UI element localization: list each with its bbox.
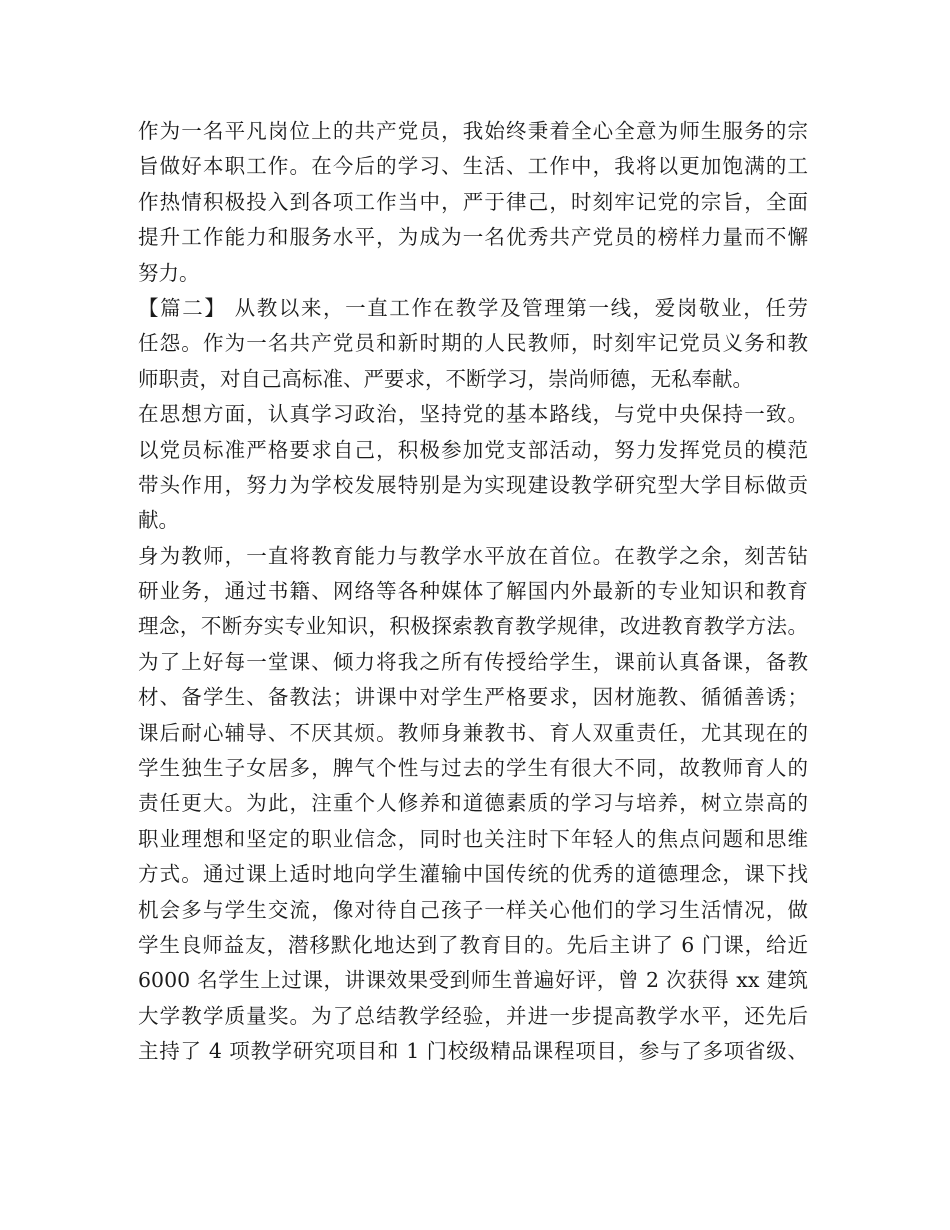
text-line: 【篇二】 从教以来，一直工作在教学及管理第一线，爱岗敬业，任劳 [138,295,808,320]
text-line: 责任更大。为此，注重个人修养和道德素质的学习与培养，树立崇高的 [138,791,808,816]
text-line: 课后耐心辅导、不厌其烦。教师身兼教书、育人双重责任，尤其现在的 [138,720,808,745]
text-line: 作为一名平凡岗位上的共产党员，我始终秉着全心全意为师生服务的宗 [138,119,808,143]
text-line: 旨做好本职工作。在今后的学习、生活、工作中，我将以更加饱满的工 [138,154,808,179]
text-line: 机会多与学生交流，像对待自己孩子一样关心他们的学习生活情况，做 [138,897,808,922]
text-line: 方式。通过课上适时地向学生灌输中国传统的优秀的道德理念，课下找 [138,862,808,887]
text-line: 任怨。作为一名共产党员和新时期的人民教师，时刻牢记党员义务和教 [138,331,808,356]
text-line: 在思想方面，认真学习政治，坚持党的基本路线，与党中央保持一致。 [138,402,808,427]
text-line: 带头作用，努力为学校发展特别是为实现建设教学研究型大学目标做贡 [138,472,808,497]
text-line: 师职责，对自己高标准、严要求，不断学习，崇尚师德，无私奉献。 [138,366,753,391]
text-line: 职业理想和坚定的职业信念，同时也关注时下年轻人的焦点问题和思维 [138,826,808,851]
text-line: 以党员标准严格要求自己，积极参加党支部活动，努力发挥党员的模范 [138,437,808,462]
text-line: 提升工作能力和服务水平，为成为一名优秀共产党员的榜样力量而不懈 [138,225,808,250]
text-line: 努力。 [138,260,200,285]
text-line: 大学教学质量奖。为了总结教学经验，并进一步提高教学水平，还先后 [138,1003,808,1028]
text-line: 6000 名学生上过课，讲课效果受到师生普遍好评，曾 2 次获得 xx 建筑 [138,968,808,993]
text-line: 材、备学生、备教法；讲课中对学生严格要求，因材施教、循循善诱； [138,685,808,710]
text-line: 献。 [138,508,179,533]
text-line: 理念，不断夯实专业知识，积极探索教育教学规律，改进教育教学方法。 [138,614,808,639]
text-line: 身为教师，一直将教育能力与教学水平放在首位。在教学之余，刻苦钻 [138,543,808,568]
text-line: 主持了 4 项教学研究项目和 1 门校级精品课程项目，参与了多项省级、 [138,1039,808,1064]
text-line: 学生独生子女居多，脾气个性与过去的学生有很大不同，故教师育人的 [138,756,808,781]
text-line: 作热情积极投入到各项工作当中，严于律己，时刻牢记党的宗旨，全面 [138,189,808,214]
text-line: 学生良师益友，潜移默化地达到了教育目的。先后主讲了 6 门课，给近 [138,932,808,957]
text-line: 研业务，通过书籍、网络等各种媒体了解国内外最新的专业知识和教育 [138,579,808,604]
body-text [138,114,808,1070]
text-line: 为了上好每一堂课、倾力将我之所有传授给学生，课前认真备课，备教 [138,649,808,674]
